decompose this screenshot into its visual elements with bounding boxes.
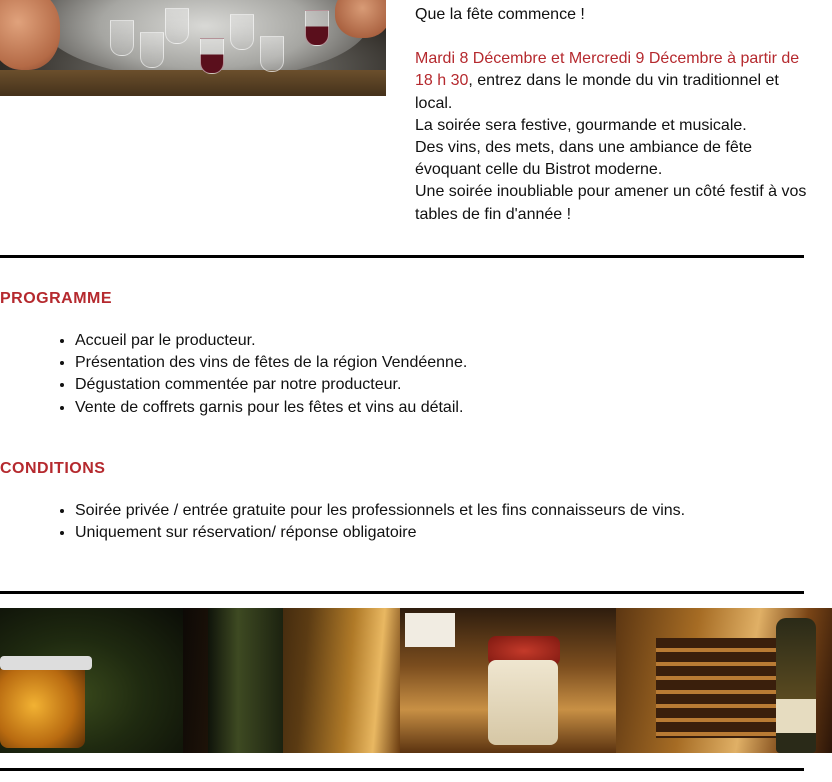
wine-rack	[656, 638, 776, 738]
fruit-jar	[0, 663, 85, 748]
photo-wine-cellar	[616, 608, 832, 753]
list-item: • Soirée privée / entrée gratuite pour les professionnels et les fins connaisseurs de vins.	[75, 500, 685, 522]
jam-jar-label	[488, 660, 558, 745]
barrel	[0, 70, 386, 96]
intro-date-paragraph	[415, 48, 820, 115]
divider	[0, 255, 804, 258]
photo-strip	[0, 608, 832, 753]
conditions-title: CONDITIONS	[0, 460, 106, 477]
event-date: Mardi 8 Décembre et Mercredi 9 Décembre à partir de 18 h 30	[415, 50, 800, 90]
intro-paragraph: Une soirée inoubliable pour amener un côté festif à vos tables de fin d'année !	[415, 183, 807, 223]
photo-jam-jar	[400, 608, 616, 753]
wine-glass	[165, 8, 189, 44]
intro-headline: Que la fête commence !	[415, 6, 585, 23]
wine-glass	[140, 32, 164, 68]
list-item: • Accueil par le producteur.	[75, 330, 467, 352]
wine-glass	[260, 36, 284, 72]
event-intro	[415, 4, 820, 226]
wine-glass-red	[305, 10, 329, 46]
divider	[0, 591, 804, 594]
programme-list	[55, 330, 467, 419]
wine-bottle	[208, 608, 283, 753]
programme-title: PROGRAMME	[0, 290, 113, 307]
list-item: • Présentation des vins de fêtes de la région Vendéenne.	[75, 352, 467, 374]
wine-glass	[110, 20, 134, 56]
intro-date-rest: , entrez dans le monde du vin traditionnel et local.	[415, 72, 779, 112]
conditions-list	[55, 500, 685, 544]
list-item: • Uniquement sur réservation/ réponse obligatoire	[75, 522, 685, 544]
photo-preserved-fruit-jar	[0, 608, 183, 753]
wine-glass	[230, 14, 254, 50]
shop-sign	[405, 613, 455, 647]
jar-label	[0, 656, 92, 670]
wine-glass-red	[200, 38, 224, 74]
list-item: • Vente de coffrets garnis pour les fêtes et vins au détail.	[75, 397, 467, 419]
hero-photo-wine-tasting	[0, 0, 386, 96]
hand-right	[335, 0, 386, 38]
intro-paragraph: La soirée sera festive, gourmande et musicale.	[415, 116, 747, 134]
intro-paragraph: Des vins, des mets, dans une ambiance de fête évoquant celle du Bistrot moderne.	[415, 139, 753, 179]
wine-bottle	[776, 618, 816, 753]
photo-wine-bottle	[183, 608, 400, 753]
divider	[0, 768, 804, 771]
list-item: • Dégustation commentée par notre producteur.	[75, 374, 467, 396]
hand-left	[0, 0, 60, 70]
